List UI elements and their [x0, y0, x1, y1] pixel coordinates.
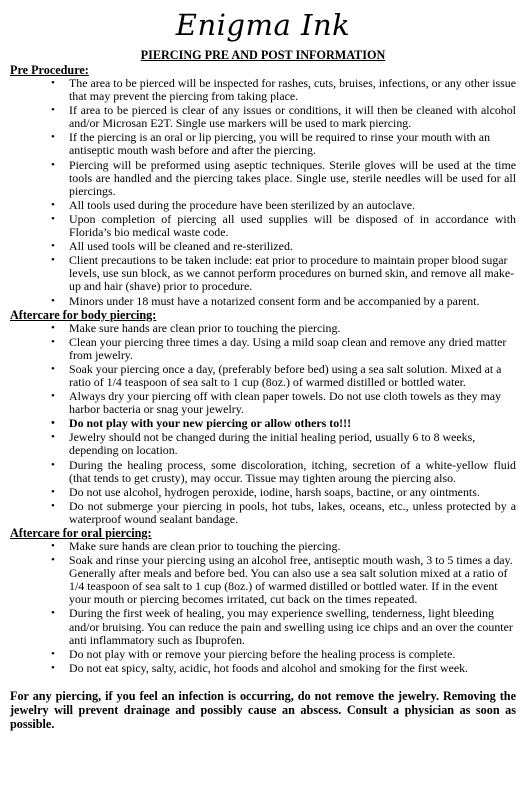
- list-item-text: Client precautions to be taken include: eat prior to procedure to maintain proper blood sugar levels, use sun block, as we cannot perform procedures on burned skin, and remove all make-up and hair (shave) prior to procedure.: [69, 253, 515, 294]
- bullet-icon: •: [51, 104, 55, 117]
- list-item: [10, 459, 516, 485]
- spacer: [10, 676, 516, 689]
- bullet-icon: •: [51, 294, 55, 307]
- bullet-icon: •: [51, 212, 55, 225]
- list-item-text: Upon completion of piercing all used supplies will be disposed of in accordance with Florida’s bio medical waste code.: [69, 211, 516, 240]
- list-item: [10, 363, 516, 389]
- bullet-icon: •: [51, 554, 55, 567]
- list-item: [10, 417, 516, 430]
- bullet-icon: •: [51, 240, 55, 253]
- bullet-icon: •: [51, 540, 55, 552]
- list-item: [10, 104, 516, 130]
- footer-warning: For any piercing, if you feel an infection is occurring, do not remove the jewelry. Removing the jewelry will prevent drainage and possibly cause an abscess. Consult a physician as soon as possible.: [10, 688, 516, 732]
- list-item-text: Jewelry should not be changed during the initial healing period, usually 6 to 8 weeks, depending on location.: [69, 430, 476, 458]
- list-item: [10, 254, 516, 293]
- list-item: [10, 648, 516, 661]
- list-item-text: Do not use alcohol, hydrogen peroxide, iodine, harsh soaps, bactine, or any ointments.: [69, 484, 480, 499]
- list-item: [10, 213, 516, 239]
- list-item-text: If the piercing is an oral or lip piercing, you will be required to rinse your mouth with an antiseptic mouth wash before and after the piercing.: [69, 130, 491, 158]
- list-item-text: The area to be pierced will be inspected for rashes, cuts, bruises, infections, or any other issue that may prevent the piercing from taking place.: [69, 76, 516, 104]
- list-item-text: All used tools will be cleaned and re-sterilized.: [69, 239, 293, 254]
- brand-logo: Enigma Ink: [175, 8, 351, 42]
- list-item-text: Always dry your piercing off with clean paper towels. Do not use cloth towels as they may harbor bacteria or snag your jewelry.: [69, 389, 502, 417]
- oral-aftercare-heading: Aftercare for oral piercing:: [10, 526, 152, 540]
- bullet-icon: •: [51, 431, 55, 444]
- list-item-text: If area to be pierced is clear of any issues or conditions, it will then be cleaned with alcohol and/or Microsan E2T. Single use markers will be used to mark piercing.: [69, 103, 516, 131]
- list-item: [10, 322, 516, 335]
- bullet-icon: •: [51, 499, 55, 512]
- list-item-text: Soak your piercing once a day, (preferably before bed) using a sea salt solution. Mixed at a ratio of 1/4 teaspoon of sea salt to 1 cup (8oz.) of warmed distilled or bottled water.: [69, 361, 502, 389]
- list-item: [10, 486, 516, 499]
- bullet-icon: •: [51, 607, 55, 620]
- pre-procedure-list: [10, 77, 516, 308]
- body-aftercare-section: [10, 309, 516, 526]
- bullet-icon: •: [51, 390, 55, 403]
- list-item-text: All tools used during the procedure have been sterilized by an autoclave.: [69, 197, 416, 212]
- list-item-text: Piercing will be preformed using aseptic techniques. Sterile gloves will be used at the time tools are handled and the piercing takes place. Single use, sterile needles will be used for all piercings.: [69, 157, 516, 198]
- list-item: [10, 390, 516, 416]
- bullet-icon: •: [51, 198, 55, 211]
- list-item: [10, 159, 516, 198]
- bullet-icon: •: [51, 362, 55, 375]
- list-item-text: Soak and rinse your piercing using an alcohol free, antiseptic mouth wash, 3 to 5 times a day. Generally after meals and before bed. You can also use a sea salt solution mixed at a ratio of 1/4 teaspoon of sea salt to 1 cup (8oz.) of warmed distilled or bottled water. If in the event your mouth or piercing becomes irritated, cut back on the times repeated.: [69, 553, 513, 607]
- list-item-text: Clean your piercing three times a day. Using a mild soap clean and remove any dried matter from jewelry.: [69, 334, 507, 362]
- list-item-text: During the healing process, some discoloration, itching, secretion of a white-yellow fluid (that tends to get crusty), may occur. Tissue may tighten aroung the piercing also.: [69, 457, 516, 485]
- list-item: [10, 500, 516, 526]
- bullet-icon: •: [51, 458, 55, 471]
- list-item-text: Do not eat spicy, salty, acidic, hot foods and alcohol and smoking for the first week.: [69, 660, 469, 675]
- oral-aftercare-section: [10, 527, 516, 675]
- list-item: [10, 554, 516, 606]
- list-item-text: Make sure hands are clean prior to touching the piercing.: [69, 320, 341, 335]
- bullet-icon: •: [51, 661, 55, 674]
- list-item: [10, 662, 516, 675]
- bullet-icon: •: [51, 647, 55, 660]
- list-item-text: Do not play with or remove your piercing before the healing process is complete.: [69, 646, 456, 661]
- bullet-icon: •: [51, 417, 55, 430]
- body-aftercare-heading: Aftercare for body piercing:: [10, 307, 157, 322]
- bullet-icon: •: [51, 254, 55, 267]
- list-item: [10, 131, 516, 157]
- bullet-icon: •: [51, 321, 55, 334]
- list-item-text: Do not play with your new piercing or allow others to!!!: [69, 416, 352, 431]
- list-item-text: Minors under 18 must have a notarized consent form and be accompanied by a parent.: [69, 293, 480, 308]
- list-item: [10, 336, 516, 362]
- list-item: [10, 431, 516, 457]
- bullet-icon: •: [51, 158, 55, 171]
- list-item: [10, 199, 516, 212]
- bullet-icon: •: [51, 485, 55, 498]
- bullet-icon: •: [51, 131, 55, 144]
- document-title: PIERCING PRE AND POST INFORMATION: [140, 48, 386, 62]
- list-item-text: During the first week of healing, you may experience swelling, tenderness, light bleeding and/or bruising. You can reduce the pain and swelling using ice chips and an over the counter anti inflammatory such as Ibuprofen.: [69, 606, 513, 647]
- list-item: [10, 77, 516, 103]
- pre-procedure-heading: Pre Procedure:: [10, 63, 89, 77]
- oral-aftercare-list: [10, 540, 516, 675]
- list-item: [10, 607, 516, 646]
- pre-procedure-section: [10, 64, 516, 308]
- bullet-icon: •: [51, 335, 55, 348]
- list-item: [10, 240, 516, 253]
- body-aftercare-list: [10, 322, 516, 526]
- list-item: [10, 295, 516, 308]
- list-item-text: Do not submerge your piercing in pools, hot tubs, lakes, oceans, etc., unless protected by a waterproof wound sealant bandage.: [69, 498, 516, 526]
- list-item: [10, 540, 516, 553]
- bullet-icon: •: [51, 77, 55, 89]
- list-item-text: Make sure hands are clean prior to touching the piercing.: [69, 539, 341, 553]
